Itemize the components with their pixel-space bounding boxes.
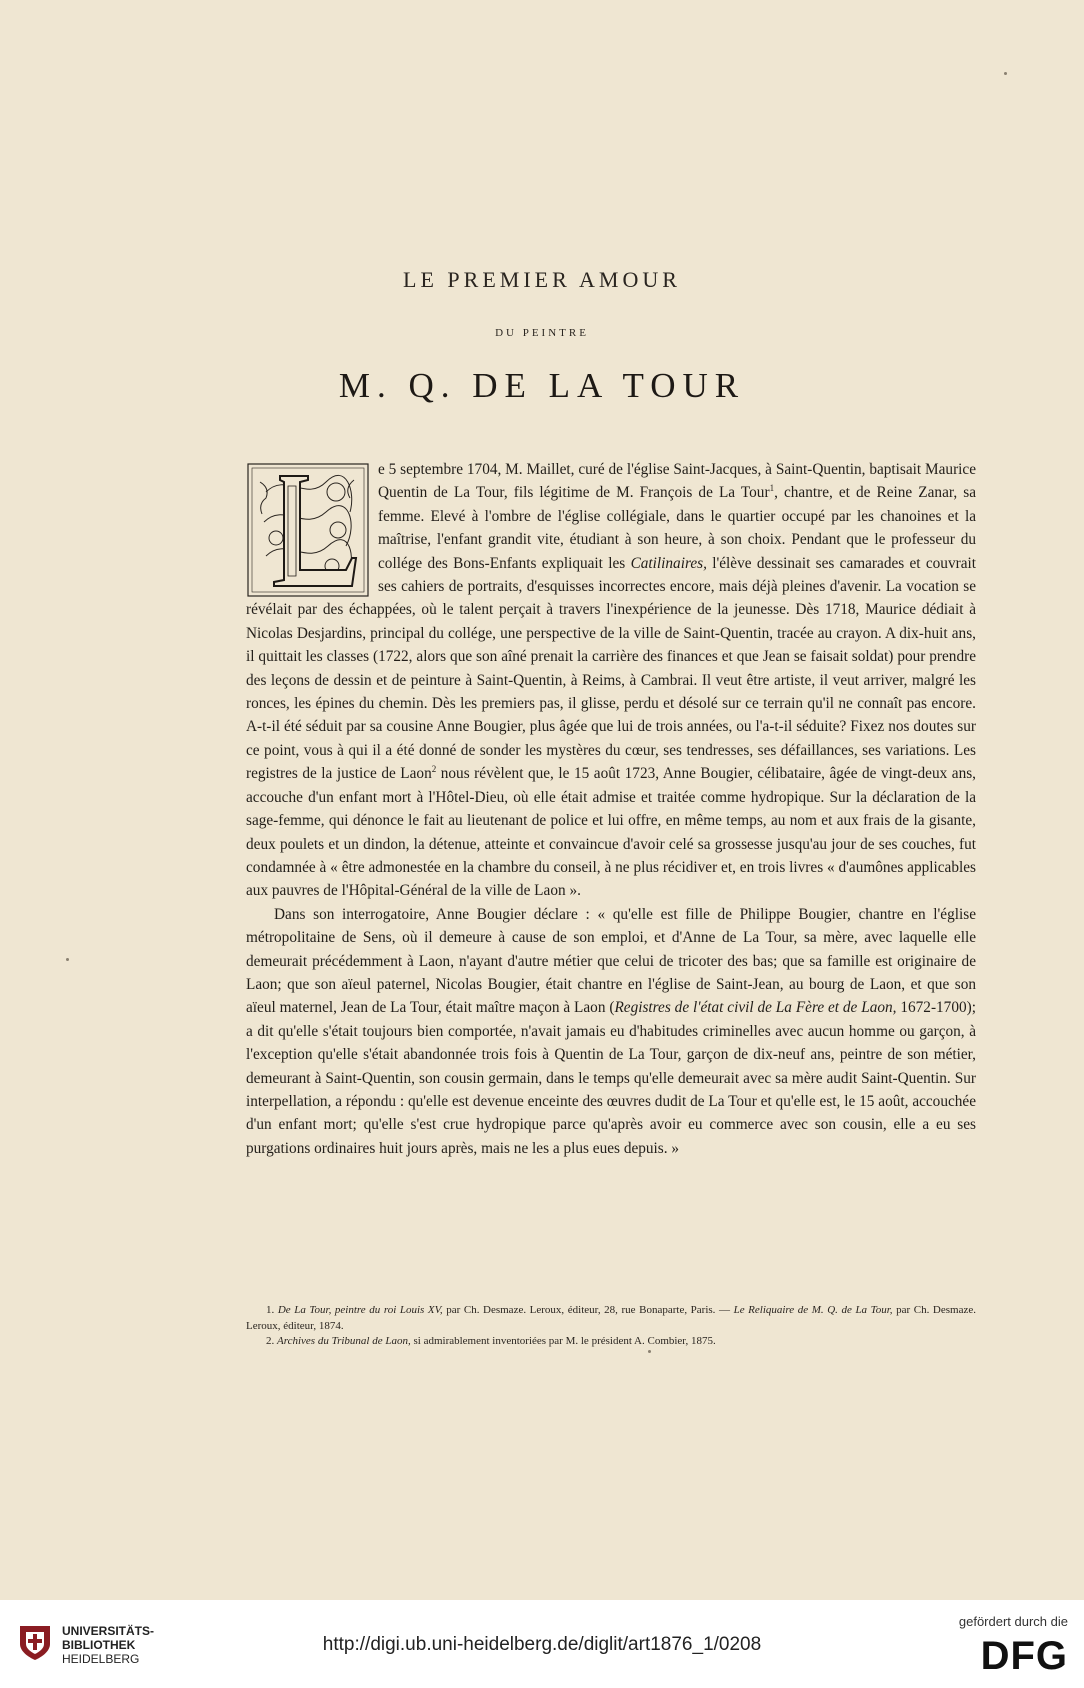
footnote-ref-2: 2 (431, 764, 437, 775)
institution-line-1: UNIVERSITÄTS- (62, 1624, 155, 1638)
footnote-1-number: 1. (266, 1304, 278, 1316)
title-line-2: DU PEINTRE (495, 327, 589, 339)
viewer-footer (0, 1600, 1084, 1688)
paragraph-2-text-a: Dans son interrogatoire, Anne Bougier déclare : « qu'elle est fille de Philippe Bougier, chantre en l'église métropolitaine de Sens, où il demeure à cause de son emploi, et d'Anne de La Tour, sa mère, avec laquelle elle demeurait précédemment à Laon, n'ayant d'autre métier que celui de tricoter des bas; que sa famille est originaire de Laon; que son aïeul paternel, Nicolas Bougier, était chantre en l'église de Saint-Jean, au bourg de Laon, et que son aïeul maternel, Jean de La Tour, était maître maçon à Laon ( (246, 905, 976, 1017)
footnote-2-text: si admirablement inventoriées par M. le président A. Combier, 1875. (410, 1335, 716, 1347)
paper-speck (648, 1350, 651, 1353)
footnote-1-text-2: par Ch. Desmaze. Leroux, éditeur, 1874. (246, 1304, 976, 1332)
dfg-logo: DFG (980, 1634, 1068, 1678)
paragraph-1-text-b: , chantre, et de Reine Zanar, sa femme. Elevé à l'ombre de l'église collégiale, dans le quartier occupé par les chanoines et la maîtrise, l'enfant grandit vite, étudiant à son heure, à son choix. Pendant que le professeur du collége des Bons-Enfants expliquait les (378, 484, 976, 572)
footnote-1-title: De La Tour, peintre du roi Louis XV, (277, 1304, 443, 1316)
title-line-1: LE PREMIER AMOUR (403, 267, 681, 292)
footnote-ref-1: 1 (769, 483, 775, 494)
footnotes (246, 1303, 976, 1350)
sponsor-label: gefördert durch die (958, 1614, 1068, 1629)
institution-line-2: BIBLIOTHEK (62, 1638, 136, 1652)
paragraph-1-italic: Catilinaires, (630, 554, 707, 572)
footnote-2-title: Archives du Tribunal de Laon, (277, 1335, 411, 1347)
footnote-1 (246, 1303, 976, 1334)
permalink-url[interactable]: http://digi.ub.uni-heidelberg.de/diglit/art1876_1/0208 (322, 1634, 762, 1655)
paragraph-1-text-c: l'élève dessinait ses camarades et couvrait ses cahiers de portraits, d'esquisses incorrectes encore, mais déjà pleines d'avenir. La vocation se révélait par des échappées, où le talent perçait à travers l'inexpérience de la jeunesse. Dès 1718, Maurice dédiait à Nicolas Desjardins, principal du collége, une perspective de la ville de Saint-Quentin, tracée au crayon. A dix-huit ans, il quittait les classes (1722, alors que son aîné prenait la carrière des finances et que Jean se faisait soldat) pour prendre des leçons de dessin et de peinture à Saint-Quentin, à Reims, à Cambrai. Il veut être artiste, il veut arriver, malgré les ronces, les épines du chemin. Dès les premiers pas, il glisse, perdu et désolé sur ce terrain qu'il ne connaît pas encore. A-t-il été séduit par sa cousine Anne Bougier, plus âgée que lui de trois années, ou l'a-t-il séduite? Fixez nos doutes sur ce point, vous à qui il a été donné de sonder les mystères du cœur, ses tendresses, ses défaillances, ses variations. Les registres de la justice de Laon (246, 554, 976, 783)
paragraph-2-italic: Registres de l'état civil de La Fère et de Laon, (614, 999, 897, 1017)
footnote-1-title-2: Le Reliquaire de M. Q. de La Tour, (733, 1304, 893, 1316)
footnote-1-text: par Ch. Desmaze. Leroux, éditeur, 28, rue Bonaparte, Paris. — (442, 1304, 734, 1316)
footnote-2 (246, 1334, 976, 1350)
footnote-2-number: 2. (266, 1335, 277, 1347)
ornamental-initial-l-icon (246, 462, 370, 598)
paper-speck (66, 958, 69, 961)
institution-line-3: HEIDELBERG (62, 1652, 140, 1666)
page-title: M. Q. DE LA TOUR (338, 366, 746, 405)
paragraph-1-text-a: e 5 septembre 1704, M. Maillet, curé de l'église Saint-Jacques, à Saint-Quentin, baptisait Maurice Quentin de La Tour, fils légitime de M. François de La Tour (378, 461, 976, 502)
paragraph-2-text-b: 1672-1700); a dit qu'elle s'était toujours bien comportée, n'avait jamais eu d'habitudes criminelles avec aucun homme ou garçon, à l'exception qu'elle s'était abandonnée trois fois à Quentin de La Tour, garçon de dix-neuf ans, peintre de son métier, demeurant à Saint-Quentin, son cousin germain, dans le temps qu'elle demeurait avec sa mère audit Saint-Quentin. Sur interpellation, a répondu : qu'elle est devenue enceinte des œuvres dudit de La Tour et qu'elle est, le 15 août, accouchée d'un enfant mort; qu'elle s'est crue hydropique parce qu'après avoir eu commerce avec son cousin, elle a eu ses purgations ordinaires huit jours après, mais ne les a plus eues depuis. » (246, 999, 976, 1157)
paragraph-1-text-d: nous révèlent que, le 15 août 1723, Anne Bougier, célibataire, âgée de vingt-deux ans, accouche d'un enfant mort à l'Hôtel-Dieu, où elle était admise et traitée comme hydropique. Sur la déclaration de la sage-femme, qui dénonce le fait au lieutenant de police et lui offre, en même temps, au nom et aux frais de la gisante, deux poulets et un dindon, la détenue, atteinte et convaincue d'avoir celé sa grossesse jusqu'au jour de ses couches, fut condamnée à « être admonestée en la chambre du conseil, à ne plus récidiver et, en trois livres « d'aumônes applicables aux pauvres de l'Hôpital-Général de la ville de Laon ». (246, 765, 976, 900)
article-body (246, 458, 976, 1160)
paper-speck (1004, 72, 1007, 75)
